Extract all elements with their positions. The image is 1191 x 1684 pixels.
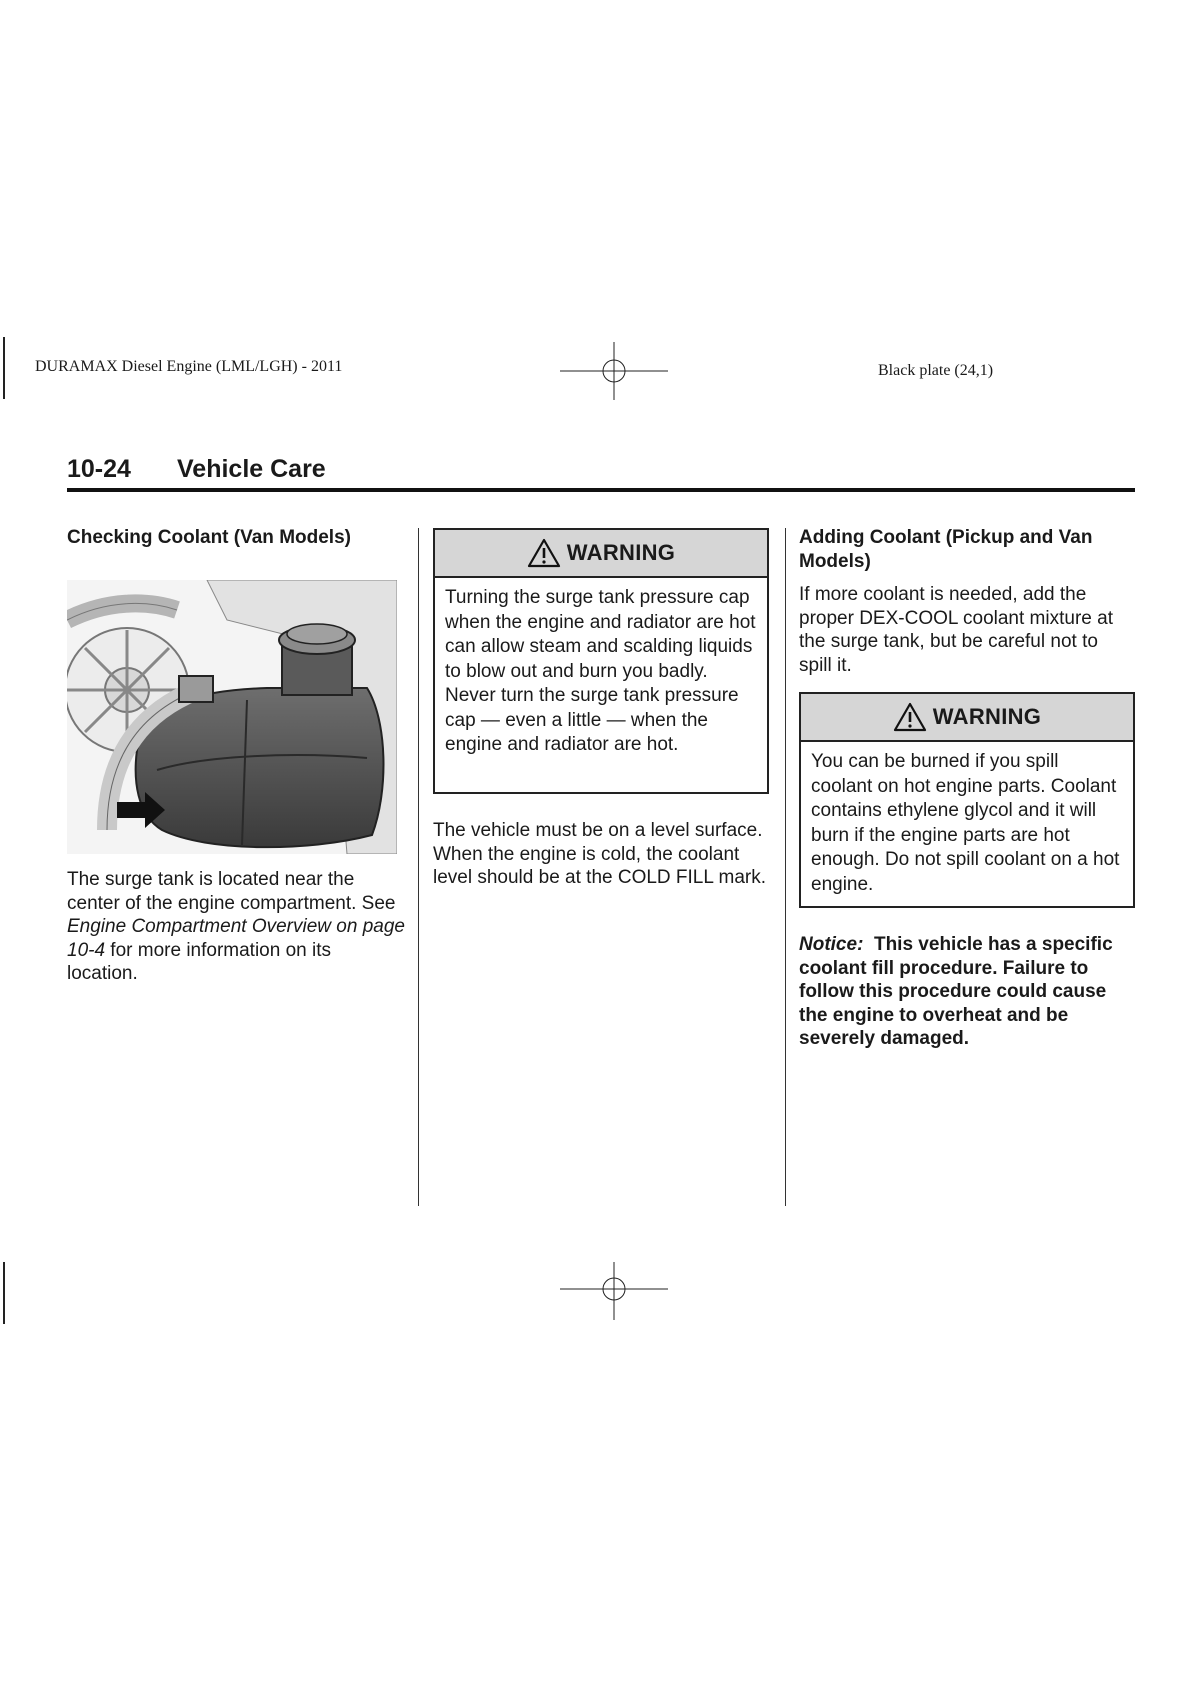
page-title xyxy=(67,455,326,484)
section-heading-adding-coolant: Adding Coolant (Pickup and Van Models) xyxy=(799,527,1093,572)
coolant-level-paragraph: The vehicle must be on a level surface. When the engine is cold, the coolant level should be at the COLD FILL mark. xyxy=(433,820,767,888)
section-title: Vehicle Care xyxy=(177,455,326,483)
warning-box-burn xyxy=(799,692,1135,908)
notice-text: This vehicle has a specific coolant fill procedure. Failure to follow this procedure could cause the engine to overheat and be severely damaged. xyxy=(799,934,1113,1049)
warning-triangle-icon xyxy=(527,538,561,568)
engine-compartment-link[interactable]: Engine Compartment Overview on page 10-4 xyxy=(67,916,405,961)
warning-box-pressure-cap xyxy=(433,528,769,794)
adding-coolant-paragraph: If more coolant is needed, add the proper DEX-COOL coolant mixture at the surge tank, but be careful not to spill it. xyxy=(799,584,1113,676)
warning-title: WARNING xyxy=(566,540,676,565)
column-divider-1 xyxy=(418,528,419,1206)
warning-triangle-icon xyxy=(893,702,927,732)
column-divider-2 xyxy=(785,528,786,1206)
registration-mark-bottom xyxy=(560,1262,668,1320)
warning-body: Turning the surge tank pressure cap when the engine and radiator are hot can allow steam and scalding liquids to blow out and burn you badly. Never turn the surge tank pressure cap — even a little — when the engine and radiator are hot. xyxy=(445,587,756,755)
document-title: DURAMAX Diesel Engine (LML/LGH) - 2011 xyxy=(35,358,343,375)
notice-label: Notice: xyxy=(799,934,864,955)
registration-mark-top xyxy=(560,342,668,400)
warning-header xyxy=(435,530,767,578)
surge-tank-location-paragraph: The surge tank is located near the center of the engine compartment. See Engine Compartment Overview on page 10-4 for more information on its location. xyxy=(67,869,405,984)
crop-mark-bottom-left xyxy=(3,1262,5,1324)
title-rule xyxy=(67,488,1135,492)
warning-body: You can be burned if you spill coolant on hot engine parts. Coolant contains ethylene glycol and it will burn if the engine parts are hot enough. Do not spill coolant on a hot engine. xyxy=(811,751,1120,895)
surge-tank-illustration xyxy=(67,580,397,854)
notice-paragraph xyxy=(799,933,1135,1051)
plate-label: Black plate (24,1) xyxy=(878,362,994,379)
page-number: 10-24 xyxy=(67,455,131,483)
warning-header xyxy=(801,694,1133,742)
section-heading-checking-coolant: Checking Coolant (Van Models) xyxy=(67,527,351,548)
crop-mark-top-left xyxy=(3,337,5,399)
warning-title: WARNING xyxy=(932,704,1042,729)
